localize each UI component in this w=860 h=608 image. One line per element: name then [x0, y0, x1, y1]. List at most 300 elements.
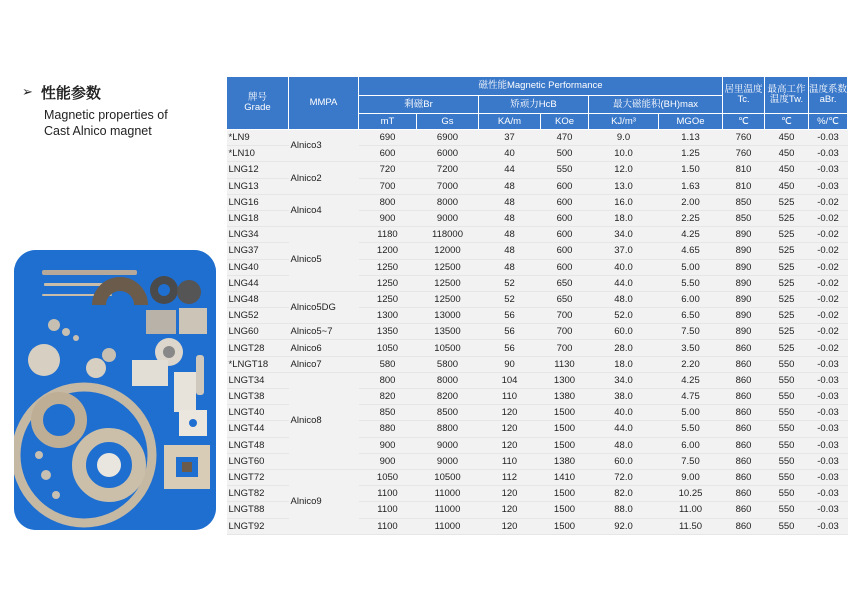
- value-cell: 890: [723, 275, 765, 291]
- value-cell: 1500: [541, 421, 589, 437]
- curie-temp-header: [723, 77, 765, 114]
- value-cell: 650: [541, 291, 589, 307]
- value-cell: 48: [479, 227, 541, 243]
- value-cell: 525: [765, 308, 809, 324]
- value-cell: 890: [723, 291, 765, 307]
- mmpa-cell: Alnico2: [289, 162, 359, 194]
- value-cell: 1100: [359, 502, 417, 518]
- grade-cell: LNG13: [227, 178, 289, 194]
- bhmax-header: 最大磁能积(BH)max: [589, 96, 723, 114]
- value-cell: 890: [723, 308, 765, 324]
- heading-subtitle-line2: Cast Alnico magnet: [44, 124, 152, 138]
- value-cell: 450: [765, 178, 809, 194]
- value-cell: 4.65: [659, 243, 723, 259]
- value-cell: 28.0: [589, 340, 659, 356]
- value-cell: 5800: [417, 356, 479, 372]
- grade-cell: LNGT48: [227, 437, 289, 453]
- value-cell: 11000: [417, 502, 479, 518]
- mmpa-cell: Alnico5~7: [289, 324, 359, 340]
- value-cell: 810: [723, 162, 765, 178]
- value-cell: 8200: [417, 389, 479, 405]
- grade-cell: LNG52: [227, 308, 289, 324]
- value-cell: 7.50: [659, 324, 723, 340]
- value-cell: 525: [765, 259, 809, 275]
- value-cell: 40: [479, 146, 541, 162]
- max-work-temp-header-cn: 最高工作: [767, 84, 806, 95]
- value-cell: 10.25: [659, 486, 723, 502]
- value-cell: 120: [479, 405, 541, 421]
- value-cell: -0.02: [809, 210, 848, 226]
- grade-cell: LNGT72: [227, 469, 289, 485]
- mmpa-cell: Alnico4: [289, 194, 359, 226]
- value-cell: 48.0: [589, 291, 659, 307]
- value-cell: 860: [723, 421, 765, 437]
- unit-header: KOe: [541, 114, 589, 130]
- value-cell: 88.0: [589, 502, 659, 518]
- table-row: [227, 340, 848, 356]
- value-cell: 760: [723, 130, 765, 146]
- value-cell: 810: [723, 178, 765, 194]
- value-cell: 850: [723, 194, 765, 210]
- value-cell: 900: [359, 453, 417, 469]
- grade-cell: LNG16: [227, 194, 289, 210]
- value-cell: 48: [479, 194, 541, 210]
- grade-cell: LNG37: [227, 243, 289, 259]
- unit-header: KA/m: [479, 114, 541, 130]
- value-cell: 850: [723, 210, 765, 226]
- value-cell: 1.63: [659, 178, 723, 194]
- value-cell: 38.0: [589, 389, 659, 405]
- value-cell: 6.00: [659, 437, 723, 453]
- value-cell: 450: [765, 130, 809, 146]
- value-cell: 525: [765, 227, 809, 243]
- value-cell: 525: [765, 291, 809, 307]
- value-cell: 450: [765, 146, 809, 162]
- value-cell: 1250: [359, 275, 417, 291]
- temp-coeff-header-cn: 温度系数: [809, 84, 848, 95]
- value-cell: 600: [541, 194, 589, 210]
- value-cell: 860: [723, 502, 765, 518]
- value-cell: 18.0: [589, 356, 659, 372]
- table-row: [227, 324, 848, 340]
- arrow-bullet-icon: ➢: [22, 85, 33, 100]
- grade-header: [227, 77, 289, 130]
- value-cell: 12.0: [589, 162, 659, 178]
- value-cell: -0.03: [809, 518, 848, 534]
- value-cell: 13500: [417, 324, 479, 340]
- value-cell: 1050: [359, 340, 417, 356]
- value-cell: 550: [765, 518, 809, 534]
- value-cell: 3.50: [659, 340, 723, 356]
- value-cell: 1500: [541, 502, 589, 518]
- value-cell: 890: [723, 227, 765, 243]
- value-cell: 700: [541, 324, 589, 340]
- value-cell: -0.03: [809, 405, 848, 421]
- value-cell: -0.03: [809, 130, 848, 146]
- value-cell: -0.03: [809, 372, 848, 388]
- value-cell: 760: [723, 146, 765, 162]
- value-cell: 37.0: [589, 243, 659, 259]
- value-cell: -0.03: [809, 502, 848, 518]
- value-cell: 120: [479, 502, 541, 518]
- value-cell: 550: [541, 162, 589, 178]
- value-cell: 550: [765, 389, 809, 405]
- table-body: [227, 130, 848, 535]
- value-cell: 1380: [541, 389, 589, 405]
- value-cell: -0.02: [809, 243, 848, 259]
- value-cell: 700: [541, 340, 589, 356]
- value-cell: 700: [541, 308, 589, 324]
- value-cell: 37: [479, 130, 541, 146]
- value-cell: 900: [359, 437, 417, 453]
- heading-title-row: [22, 82, 168, 103]
- table-row: [227, 469, 848, 485]
- value-cell: 7200: [417, 162, 479, 178]
- value-cell: 8500: [417, 405, 479, 421]
- value-cell: 1300: [359, 308, 417, 324]
- grade-cell: *LN9: [227, 130, 289, 146]
- mmpa-cell: Alnico6: [289, 340, 359, 356]
- value-cell: 40.0: [589, 405, 659, 421]
- grade-cell: LNG34: [227, 227, 289, 243]
- table-row: [227, 372, 848, 388]
- value-cell: 52.0: [589, 308, 659, 324]
- grade-cell: LNGT28: [227, 340, 289, 356]
- value-cell: -0.03: [809, 437, 848, 453]
- value-cell: 7000: [417, 178, 479, 194]
- unit-header: MGOe: [659, 114, 723, 130]
- br-header: 剩磁Br: [359, 96, 479, 114]
- value-cell: 2.20: [659, 356, 723, 372]
- value-cell: 500: [541, 146, 589, 162]
- value-cell: 44.0: [589, 275, 659, 291]
- value-cell: 5.00: [659, 405, 723, 421]
- value-cell: 12000: [417, 243, 479, 259]
- value-cell: 800: [359, 372, 417, 388]
- value-cell: -0.02: [809, 308, 848, 324]
- value-cell: 860: [723, 372, 765, 388]
- value-cell: 550: [765, 486, 809, 502]
- grade-cell: LNGT88: [227, 502, 289, 518]
- value-cell: 60.0: [589, 453, 659, 469]
- value-cell: 850: [359, 405, 417, 421]
- value-cell: 1500: [541, 437, 589, 453]
- grade-cell: LNGT34: [227, 372, 289, 388]
- value-cell: 800: [359, 194, 417, 210]
- value-cell: 900: [359, 210, 417, 226]
- value-cell: 11000: [417, 486, 479, 502]
- value-cell: 1500: [541, 518, 589, 534]
- value-cell: -0.03: [809, 356, 848, 372]
- value-cell: 52: [479, 275, 541, 291]
- value-cell: 4.25: [659, 372, 723, 388]
- grade-cell: LNGT60: [227, 453, 289, 469]
- value-cell: 1.13: [659, 130, 723, 146]
- value-cell: 110: [479, 389, 541, 405]
- value-cell: 48: [479, 243, 541, 259]
- value-cell: 890: [723, 324, 765, 340]
- value-cell: 1180: [359, 227, 417, 243]
- value-cell: 525: [765, 275, 809, 291]
- value-cell: 890: [723, 243, 765, 259]
- value-cell: 120: [479, 486, 541, 502]
- table-row: [227, 130, 848, 146]
- value-cell: 82.0: [589, 486, 659, 502]
- value-cell: 1.50: [659, 162, 723, 178]
- value-cell: 56: [479, 340, 541, 356]
- value-cell: 72.0: [589, 469, 659, 485]
- value-cell: 9.0: [589, 130, 659, 146]
- value-cell: 690: [359, 130, 417, 146]
- grade-cell: LNG60: [227, 324, 289, 340]
- mmpa-cell: Alnico9: [289, 469, 359, 534]
- value-cell: 1.25: [659, 146, 723, 162]
- value-cell: 40.0: [589, 259, 659, 275]
- value-cell: 525: [765, 324, 809, 340]
- unit-header: %/℃: [809, 114, 848, 130]
- table-row: [227, 194, 848, 210]
- value-cell: 9.00: [659, 469, 723, 485]
- value-cell: 1250: [359, 291, 417, 307]
- temp-coeff-header-en: aBr.: [819, 94, 837, 105]
- value-cell: 450: [765, 162, 809, 178]
- section-heading: [22, 82, 168, 139]
- value-cell: 34.0: [589, 372, 659, 388]
- value-cell: 44.0: [589, 421, 659, 437]
- grade-cell: LNG40: [227, 259, 289, 275]
- value-cell: 880: [359, 421, 417, 437]
- value-cell: -0.03: [809, 421, 848, 437]
- value-cell: 525: [765, 340, 809, 356]
- value-cell: 550: [765, 453, 809, 469]
- grade-cell: *LN10: [227, 146, 289, 162]
- curie-temp-header-cn: 居里温度: [724, 84, 763, 95]
- grade-cell: LNGT44: [227, 421, 289, 437]
- value-cell: 13.0: [589, 178, 659, 194]
- value-cell: 1250: [359, 259, 417, 275]
- mmpa-cell: Alnico7: [289, 356, 359, 372]
- value-cell: 2.00: [659, 194, 723, 210]
- value-cell: 550: [765, 502, 809, 518]
- value-cell: 104: [479, 372, 541, 388]
- value-cell: 12500: [417, 259, 479, 275]
- max-work-temp-header-en: 温度Tw.: [769, 94, 804, 105]
- grade-header-cn: 牌号: [247, 92, 267, 103]
- value-cell: 118000: [417, 227, 479, 243]
- value-cell: 550: [765, 469, 809, 485]
- value-cell: 600: [541, 178, 589, 194]
- heading-subtitle: [44, 107, 168, 139]
- value-cell: 6.00: [659, 291, 723, 307]
- value-cell: -0.02: [809, 291, 848, 307]
- mmpa-header: MMPA: [289, 77, 359, 130]
- value-cell: 13000: [417, 308, 479, 324]
- value-cell: 11.00: [659, 502, 723, 518]
- value-cell: 90: [479, 356, 541, 372]
- value-cell: 860: [723, 356, 765, 372]
- unit-header: ℃: [765, 114, 809, 130]
- value-cell: 112: [479, 469, 541, 485]
- value-cell: 550: [765, 372, 809, 388]
- value-cell: 5.50: [659, 421, 723, 437]
- value-cell: 11000: [417, 518, 479, 534]
- value-cell: 860: [723, 389, 765, 405]
- value-cell: 1500: [541, 405, 589, 421]
- mmpa-cell: Alnico5: [289, 227, 359, 292]
- value-cell: 890: [723, 259, 765, 275]
- value-cell: 1100: [359, 518, 417, 534]
- value-cell: 120: [479, 421, 541, 437]
- value-cell: 700: [359, 178, 417, 194]
- value-cell: 860: [723, 340, 765, 356]
- value-cell: 48: [479, 259, 541, 275]
- grade-cell: *LNGT18: [227, 356, 289, 372]
- value-cell: -0.02: [809, 227, 848, 243]
- table-row: [227, 162, 848, 178]
- table-row: [227, 356, 848, 372]
- value-cell: 48: [479, 178, 541, 194]
- grade-cell: LNG12: [227, 162, 289, 178]
- grade-cell: LNGT38: [227, 389, 289, 405]
- value-cell: 1300: [541, 372, 589, 388]
- value-cell: 600: [541, 210, 589, 226]
- value-cell: 16.0: [589, 194, 659, 210]
- value-cell: 8000: [417, 194, 479, 210]
- unit-header: KJ/m³: [589, 114, 659, 130]
- value-cell: 120: [479, 437, 541, 453]
- value-cell: 48: [479, 210, 541, 226]
- grade-cell: LNG44: [227, 275, 289, 291]
- magnetic-performance-header: 磁性能Magnetic Performance: [359, 77, 723, 96]
- heading-title: 性能参数: [40, 84, 101, 102]
- value-cell: 525: [765, 194, 809, 210]
- value-cell: 12500: [417, 275, 479, 291]
- value-cell: 860: [723, 518, 765, 534]
- table-row: [227, 227, 848, 243]
- value-cell: 860: [723, 453, 765, 469]
- value-cell: 525: [765, 243, 809, 259]
- value-cell: 600: [541, 243, 589, 259]
- value-cell: -0.02: [809, 275, 848, 291]
- value-cell: 550: [765, 437, 809, 453]
- value-cell: -0.03: [809, 162, 848, 178]
- value-cell: 5.50: [659, 275, 723, 291]
- value-cell: 18.0: [589, 210, 659, 226]
- value-cell: 550: [765, 405, 809, 421]
- value-cell: 1500: [541, 486, 589, 502]
- mmpa-cell: Alnico8: [289, 372, 359, 469]
- value-cell: 1350: [359, 324, 417, 340]
- value-cell: 860: [723, 405, 765, 421]
- value-cell: 120: [479, 518, 541, 534]
- grade-cell: LNGT82: [227, 486, 289, 502]
- value-cell: 11.50: [659, 518, 723, 534]
- heading-subtitle-line1: Magnetic properties of: [44, 108, 168, 122]
- value-cell: 6.50: [659, 308, 723, 324]
- value-cell: 9000: [417, 453, 479, 469]
- value-cell: -0.03: [809, 146, 848, 162]
- grade-cell: LNG48: [227, 291, 289, 307]
- value-cell: 10500: [417, 340, 479, 356]
- value-cell: 525: [765, 210, 809, 226]
- value-cell: 92.0: [589, 518, 659, 534]
- unit-header: mT: [359, 114, 417, 130]
- value-cell: -0.02: [809, 324, 848, 340]
- magnet-samples-photo: [14, 250, 216, 530]
- mmpa-cell: Alnico3: [289, 130, 359, 162]
- grade-cell: LNGT92: [227, 518, 289, 534]
- value-cell: 2.25: [659, 210, 723, 226]
- value-cell: 10500: [417, 469, 479, 485]
- value-cell: 52: [479, 291, 541, 307]
- value-cell: 6900: [417, 130, 479, 146]
- value-cell: 600: [541, 227, 589, 243]
- value-cell: 1050: [359, 469, 417, 485]
- value-cell: 10.0: [589, 146, 659, 162]
- value-cell: -0.03: [809, 453, 848, 469]
- grade-cell: LNG18: [227, 210, 289, 226]
- value-cell: 650: [541, 275, 589, 291]
- value-cell: 56: [479, 308, 541, 324]
- value-cell: -0.03: [809, 486, 848, 502]
- value-cell: 860: [723, 469, 765, 485]
- value-cell: 860: [723, 437, 765, 453]
- value-cell: 470: [541, 130, 589, 146]
- value-cell: 34.0: [589, 227, 659, 243]
- value-cell: 110: [479, 453, 541, 469]
- grade-header-en: Grade: [244, 102, 271, 113]
- value-cell: 8800: [417, 421, 479, 437]
- hcb-header: 矫顽力HcB: [479, 96, 589, 114]
- value-cell: 44: [479, 162, 541, 178]
- value-cell: 4.25: [659, 227, 723, 243]
- table-row: [227, 291, 848, 307]
- max-work-temp-header: [765, 77, 809, 114]
- value-cell: 1410: [541, 469, 589, 485]
- value-cell: 1100: [359, 486, 417, 502]
- value-cell: -0.03: [809, 469, 848, 485]
- value-cell: -0.02: [809, 340, 848, 356]
- temp-coeff-header: [809, 77, 848, 114]
- value-cell: 8000: [417, 372, 479, 388]
- value-cell: 1130: [541, 356, 589, 372]
- value-cell: 48.0: [589, 437, 659, 453]
- value-cell: 1380: [541, 453, 589, 469]
- value-cell: 56: [479, 324, 541, 340]
- value-cell: 9000: [417, 210, 479, 226]
- magnetic-properties-table: [226, 76, 848, 535]
- value-cell: 6000: [417, 146, 479, 162]
- value-cell: -0.03: [809, 389, 848, 405]
- unit-header: Gs: [417, 114, 479, 130]
- value-cell: 1200: [359, 243, 417, 259]
- value-cell: 12500: [417, 291, 479, 307]
- value-cell: 820: [359, 389, 417, 405]
- unit-header: ℃: [723, 114, 765, 130]
- value-cell: 720: [359, 162, 417, 178]
- value-cell: 550: [765, 356, 809, 372]
- value-cell: -0.02: [809, 259, 848, 275]
- value-cell: 600: [541, 259, 589, 275]
- value-cell: 600: [359, 146, 417, 162]
- value-cell: -0.03: [809, 178, 848, 194]
- value-cell: 550: [765, 421, 809, 437]
- value-cell: 5.00: [659, 259, 723, 275]
- grade-cell: LNGT40: [227, 405, 289, 421]
- magnet-samples-illustration: [14, 250, 216, 530]
- value-cell: 9000: [417, 437, 479, 453]
- value-cell: 4.75: [659, 389, 723, 405]
